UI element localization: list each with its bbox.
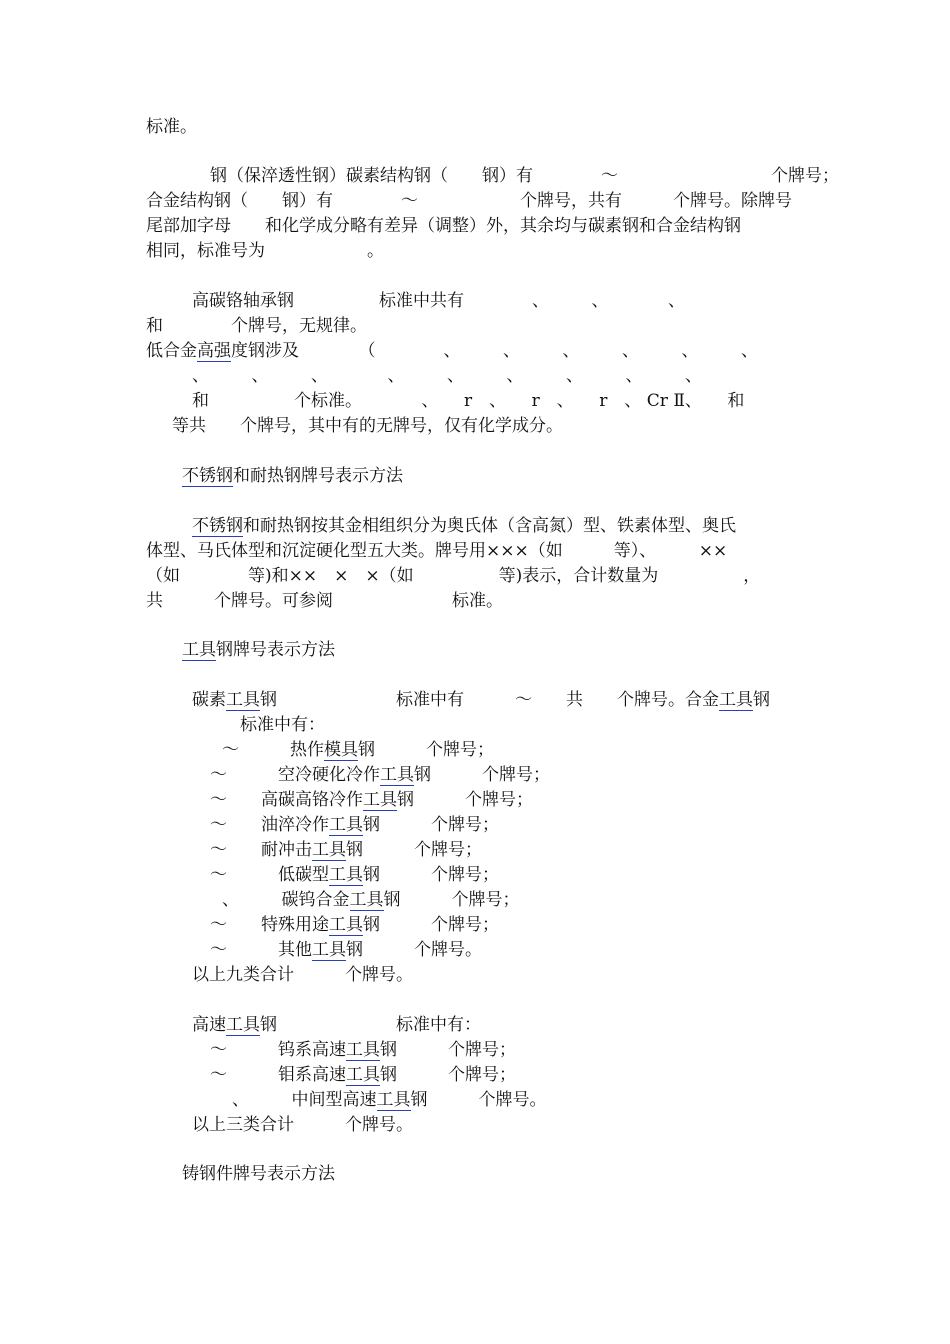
- link-underline[interactable]: 不锈钢: [192, 516, 243, 536]
- text-line: 不锈钢和耐热钢按其金相组织分为奥氏体（含高氮）型、铁素体型、奥氏: [192, 516, 736, 536]
- link-underline[interactable]: 高强: [197, 341, 231, 361]
- list-item: ～ 油淬冷作工具钢 个牌号；: [210, 815, 499, 835]
- list-item: ～ 热作模具钢 个牌号；: [222, 740, 494, 760]
- text-line: 和 个牌号，无规律。: [146, 316, 367, 336]
- link-underline[interactable]: 工具: [226, 1015, 260, 1035]
- section-heading: 不锈钢和耐热钢牌号表示方法: [182, 466, 403, 486]
- text-line: 共 个牌号。可参阅 标准。: [146, 591, 503, 611]
- list-item: ～ 高碳高铬冷作工具钢 个牌号；: [210, 790, 533, 810]
- link-underline[interactable]: 工具: [380, 765, 414, 785]
- text-line: 和 个标准。 、 r 、 r 、 r 、 Cr Ⅱ、 和: [192, 391, 745, 411]
- list-item: ～ 耐冲击工具钢 个牌号；: [210, 840, 482, 860]
- link-underline[interactable]: 工具: [346, 1065, 380, 1085]
- link-underline[interactable]: 工具: [346, 1040, 380, 1060]
- link-underline[interactable]: 工具: [349, 890, 384, 910]
- link-underline[interactable]: 工具: [312, 840, 346, 860]
- text-line: 标准中有：: [240, 715, 325, 735]
- link-underline[interactable]: 工具: [329, 815, 363, 835]
- section-heading: 工具钢牌号表示方法: [182, 640, 335, 660]
- text-line: 钢（保淬透性钢）碳素结构钢（ 钢）有 ～ 个牌号；: [210, 166, 839, 186]
- list-item: ～ 钨系高速工具钢 个牌号；: [210, 1040, 516, 1060]
- link-underline[interactable]: 工具: [363, 790, 397, 810]
- list-item: 、 碳钨合金工具钢 个牌号；: [222, 890, 520, 910]
- text-line: 以上三类合计 个牌号。: [192, 1115, 413, 1135]
- text-line: 碳素工具钢 标准中有 ～ 共 个牌号。合金工具钢: [192, 690, 770, 710]
- list-item: ～ 空冷硬化冷作工具钢 个牌号；: [210, 765, 550, 785]
- link-underline[interactable]: 不锈钢: [182, 466, 233, 486]
- list-item: 、 中间型高速工具钢 个牌号。: [232, 1090, 547, 1110]
- text-line: 尾部加字母 和化学成分略有差异（调整）外，其余均与碳素钢和合金结构钢: [146, 216, 741, 236]
- text-line: 体型、马氏体型和沉淀硬化型五大类。牌号用×××（如 等）、 ××: [146, 541, 728, 561]
- list-item: ～ 低碳型工具钢 个牌号；: [210, 865, 499, 885]
- text-line: （如 等)和×× × ×（如 等)表示，合计数量为 ，: [146, 566, 761, 586]
- link-underline[interactable]: 模具: [324, 740, 358, 760]
- list-item: ～ 其他工具钢 个牌号。: [210, 940, 482, 960]
- link-underline[interactable]: 工具: [226, 690, 260, 710]
- link-underline[interactable]: 工具: [376, 1090, 411, 1110]
- text-line: 低合金高强度钢涉及 （ 、 、 、 、 、 、: [146, 341, 758, 361]
- section-heading: 铸钢件牌号表示方法: [182, 1164, 335, 1184]
- link-underline[interactable]: 工具: [329, 915, 363, 935]
- text-line: 高速工具钢 标准中有：: [192, 1015, 481, 1035]
- text-line: 合金结构钢（ 钢）有 ～ 个牌号，共有 个牌号。除牌号: [146, 191, 792, 211]
- list-item: ～ 钼系高速工具钢 个牌号；: [210, 1065, 516, 1085]
- link-underline[interactable]: 工具: [182, 640, 216, 660]
- text-line: 以上九类合计 个牌号。: [192, 965, 413, 985]
- link-underline[interactable]: 工具: [329, 865, 363, 885]
- text-line: 高碳铬轴承钢 标准中共有 、 、 、: [192, 291, 685, 311]
- text-line: 标准。: [146, 117, 197, 137]
- text-line: 相同，标准号为 。: [146, 241, 384, 261]
- text-line: 、 、 、 、 、 、 、 、 、: [192, 366, 702, 386]
- link-underline[interactable]: 工具: [312, 940, 346, 960]
- text-line: 等共 个牌号，其中有的无牌号，仅有化学成分。: [172, 416, 563, 436]
- list-item: ～ 特殊用途工具钢 个牌号；: [210, 915, 499, 935]
- link-underline[interactable]: 工具: [719, 690, 753, 710]
